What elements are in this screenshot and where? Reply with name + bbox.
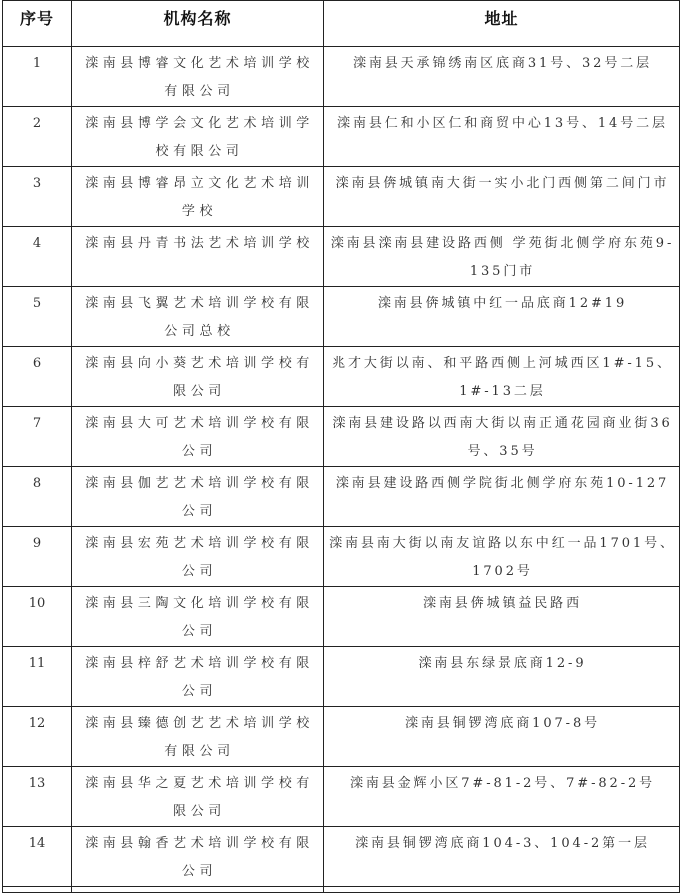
- institution-name-cell: 滦南县三陶文化培训学校有限公司: [72, 587, 324, 647]
- address-cell: 滦南县南大街以南友谊路以东中红一品1701号、1702号: [324, 527, 680, 587]
- empty-cell: [72, 887, 324, 893]
- serial-number-cell: 1: [3, 47, 72, 107]
- institution-name-cell: 滦南县臻德创艺艺术培训学校有限公司: [72, 707, 324, 767]
- serial-number-cell: 8: [3, 467, 72, 527]
- empty-cell: [3, 887, 72, 893]
- table-row: [3, 47, 680, 107]
- address-cell: 滦南县铜锣湾底商107-8号: [324, 707, 680, 767]
- address-cell: 滦南县天承锦绣南区底商31号、32号二层: [324, 47, 680, 107]
- institution-name-cell: 滦南县博学会文化艺术培训学校有限公司: [72, 107, 324, 167]
- serial-number-cell: 5: [3, 287, 72, 347]
- table-row: [3, 407, 680, 467]
- table-row: [3, 707, 680, 767]
- institution-name-cell: 滦南县翰香艺术培训学校有限公司: [72, 827, 324, 887]
- header-address: 地址: [324, 1, 680, 47]
- serial-number-cell: 12: [3, 707, 72, 767]
- address-cell: 滦南县倴城镇中红一品底商12#19: [324, 287, 680, 347]
- institution-name-cell: 滦南县飞翼艺术培训学校有限公司总校: [72, 287, 324, 347]
- table-row: [3, 527, 680, 587]
- table-header-row: [3, 1, 680, 47]
- serial-number-cell: 13: [3, 767, 72, 827]
- table-row: [3, 767, 680, 827]
- address-cell: 滦南县东绿景底商12-9: [324, 647, 680, 707]
- serial-number-cell: 11: [3, 647, 72, 707]
- serial-number-cell: 4: [3, 227, 72, 287]
- address-cell: 滦南县仁和小区仁和商贸中心13号、14号二层: [324, 107, 680, 167]
- address-cell: 兆才大街以南、和平路西侧上河城西区1#-15、1#-13二层: [324, 347, 680, 407]
- address-cell: 滦南县建设路以西南大街以南正通花园商业街36号、35号: [324, 407, 680, 467]
- serial-number-cell: 3: [3, 167, 72, 227]
- table-row: [3, 167, 680, 227]
- institution-name-cell: 滦南县向小葵艺术培训学校有限公司: [72, 347, 324, 407]
- institution-name-cell: 滦南县华之夏艺术培训学校有限公司: [72, 767, 324, 827]
- table-row: [3, 347, 680, 407]
- table-row: [3, 647, 680, 707]
- serial-number-cell: 2: [3, 107, 72, 167]
- serial-number-cell: 14: [3, 827, 72, 887]
- table-row: [3, 587, 680, 647]
- table-row: [3, 827, 680, 887]
- institution-name-cell: 滦南县伽艺艺术培训学校有限公司: [72, 467, 324, 527]
- address-cell: 滦南县倴城镇南大街一实小北门西侧第二间门市: [324, 167, 680, 227]
- serial-number-cell: 10: [3, 587, 72, 647]
- address-cell: 滦南县倴城镇益民路西: [324, 587, 680, 647]
- empty-cell: [324, 887, 680, 893]
- table-row: [3, 287, 680, 347]
- institution-name-cell: 滦南县梓舒艺术培训学校有限公司: [72, 647, 324, 707]
- header-serial-number: 序号: [3, 1, 72, 47]
- address-cell: 滦南县铜锣湾底商104-3、104-2第一层: [324, 827, 680, 887]
- serial-number-cell: 7: [3, 407, 72, 467]
- institution-table: [2, 0, 680, 893]
- serial-number-cell: 9: [3, 527, 72, 587]
- table-row: [3, 467, 680, 527]
- institution-name-cell: 滦南县丹青书法艺术培训学校: [72, 227, 324, 287]
- table-row: [3, 227, 680, 287]
- address-cell: 滦南县建设路西侧学院街北侧学府东苑10-127: [324, 467, 680, 527]
- serial-number-cell: 6: [3, 347, 72, 407]
- institution-name-cell: 滦南县宏苑艺术培训学校有限公司: [72, 527, 324, 587]
- address-cell: 滦南县金辉小区7#-81-2号、7#-82-2号: [324, 767, 680, 827]
- institution-name-cell: 滦南县大可艺术培训学校有限公司: [72, 407, 324, 467]
- table-row: [3, 107, 680, 167]
- institution-name-cell: 滦南县博睿文化艺术培训学校有限公司: [72, 47, 324, 107]
- institution-name-cell: 滦南县博睿昂立文化艺术培训学校: [72, 167, 324, 227]
- header-institution-name: 机构名称: [72, 1, 324, 47]
- table-row-partial: [3, 887, 680, 893]
- address-cell: 滦南县滦南县建设路西侧 学苑街北侧学府东苑9-135门市: [324, 227, 680, 287]
